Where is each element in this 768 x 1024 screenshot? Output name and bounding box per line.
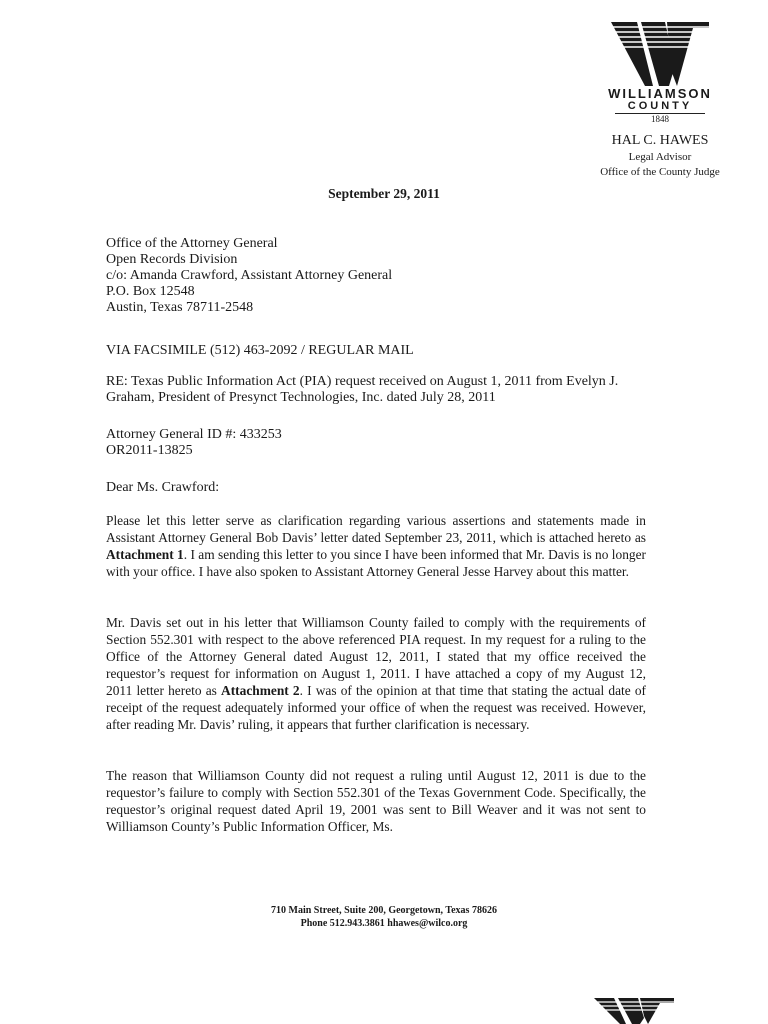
paragraph-text: Please let this letter serve as clarification regarding various assertions and statements made in Assistant Attorney General Bob Davis’ letter dated September 23, 2011, which is attached hereto as [106, 513, 646, 545]
attachment-ref: Attachment 1 [106, 547, 184, 562]
sender-name: HAL C. HAWES [611, 133, 709, 148]
salutation: Dear Ms. Crawford: [106, 480, 220, 495]
paragraph-text: . I am sending this letter to you since I have been informed that Mr. Davis is no longer with your office. I have also spoken to Assistant Attorney General Jesse Harvey about this matter. [106, 547, 646, 579]
paragraph-3: The reason that Williamson County did not request a ruling until August 12, 2011 is due to the requestor’s failure to comply with Section 552.301 of the Texas Government Code. Specifically, the requestor’s original request dated April 19, 2001 was sent to Bill Weaver and it was not sent to Williamson County’s Public Information Officer, Ms. [106, 768, 646, 834]
address-line: Office of the Attorney General [106, 236, 278, 251]
williamson-w-logo-icon [611, 22, 709, 86]
org-name: WILLIAMSON [608, 86, 712, 101]
sender-office: Office of the County Judge [600, 166, 720, 178]
recipient-address [106, 236, 646, 316]
letter-date: September 29, 2011 [328, 186, 440, 201]
sender-block [560, 132, 760, 180]
or-number: OR2011-13825 [106, 443, 193, 458]
county-logo [598, 22, 722, 124]
attachment-ref: Attachment 2 [221, 683, 300, 698]
footer-contact: Phone 512.943.3861 hhawes@wilco.org [300, 918, 468, 929]
org-year: 1848 [615, 113, 705, 124]
address-line: c/o: Amanda Crawford, Assistant Attorney General [106, 268, 393, 283]
address-line: Open Records Division [106, 252, 238, 267]
ag-id: Attorney General ID #: 433253 [106, 427, 282, 442]
org-sub: COUNTY [627, 100, 693, 112]
address-line: Austin, Texas 78711-2548 [106, 300, 254, 315]
ag-id-block [106, 427, 646, 459]
paragraph-text: . I was of the opinion at that time that stating the actual date of receipt of the request adequately informed your office of when the request was received. However, after reading Mr. Davis’ ruling, it appears that further clarification is necessary. [106, 683, 646, 732]
re-line: RE: Texas Public Information Act (PIA) request received on August 1, 2011 from Evelyn J. Graham, President of Presynct Technologies, Inc. dated July 28, 2011 [106, 374, 619, 405]
delivery-method: VIA FACSIMILE (512) 463-2092 / REGULAR MAIL [106, 343, 414, 358]
next-page-logo-fragment [594, 990, 674, 1024]
footer-address: 710 Main Street, Suite 200, Georgetown, Texas 78626 [271, 905, 497, 916]
paragraph-2 [106, 614, 646, 733]
address-line: P.O. Box 12548 [106, 284, 195, 299]
letter-footer [0, 904, 768, 930]
paragraph-text: Mr. Davis set out in his letter that Williamson County failed to comply with the requirements of Section 552.301 with respect to the above referenced PIA request. In my request for a ruling to the Office of the Attorney General dated August 12, 2011, I stated that my office received the requestor’s request for information on August 1, 2011. I have attached a copy of my August 12, 2011 letter hereto as [106, 615, 646, 698]
paragraph-1 [106, 512, 646, 580]
sender-title: Legal Advisor [628, 151, 692, 163]
williamson-w-logo-icon [594, 990, 674, 1024]
